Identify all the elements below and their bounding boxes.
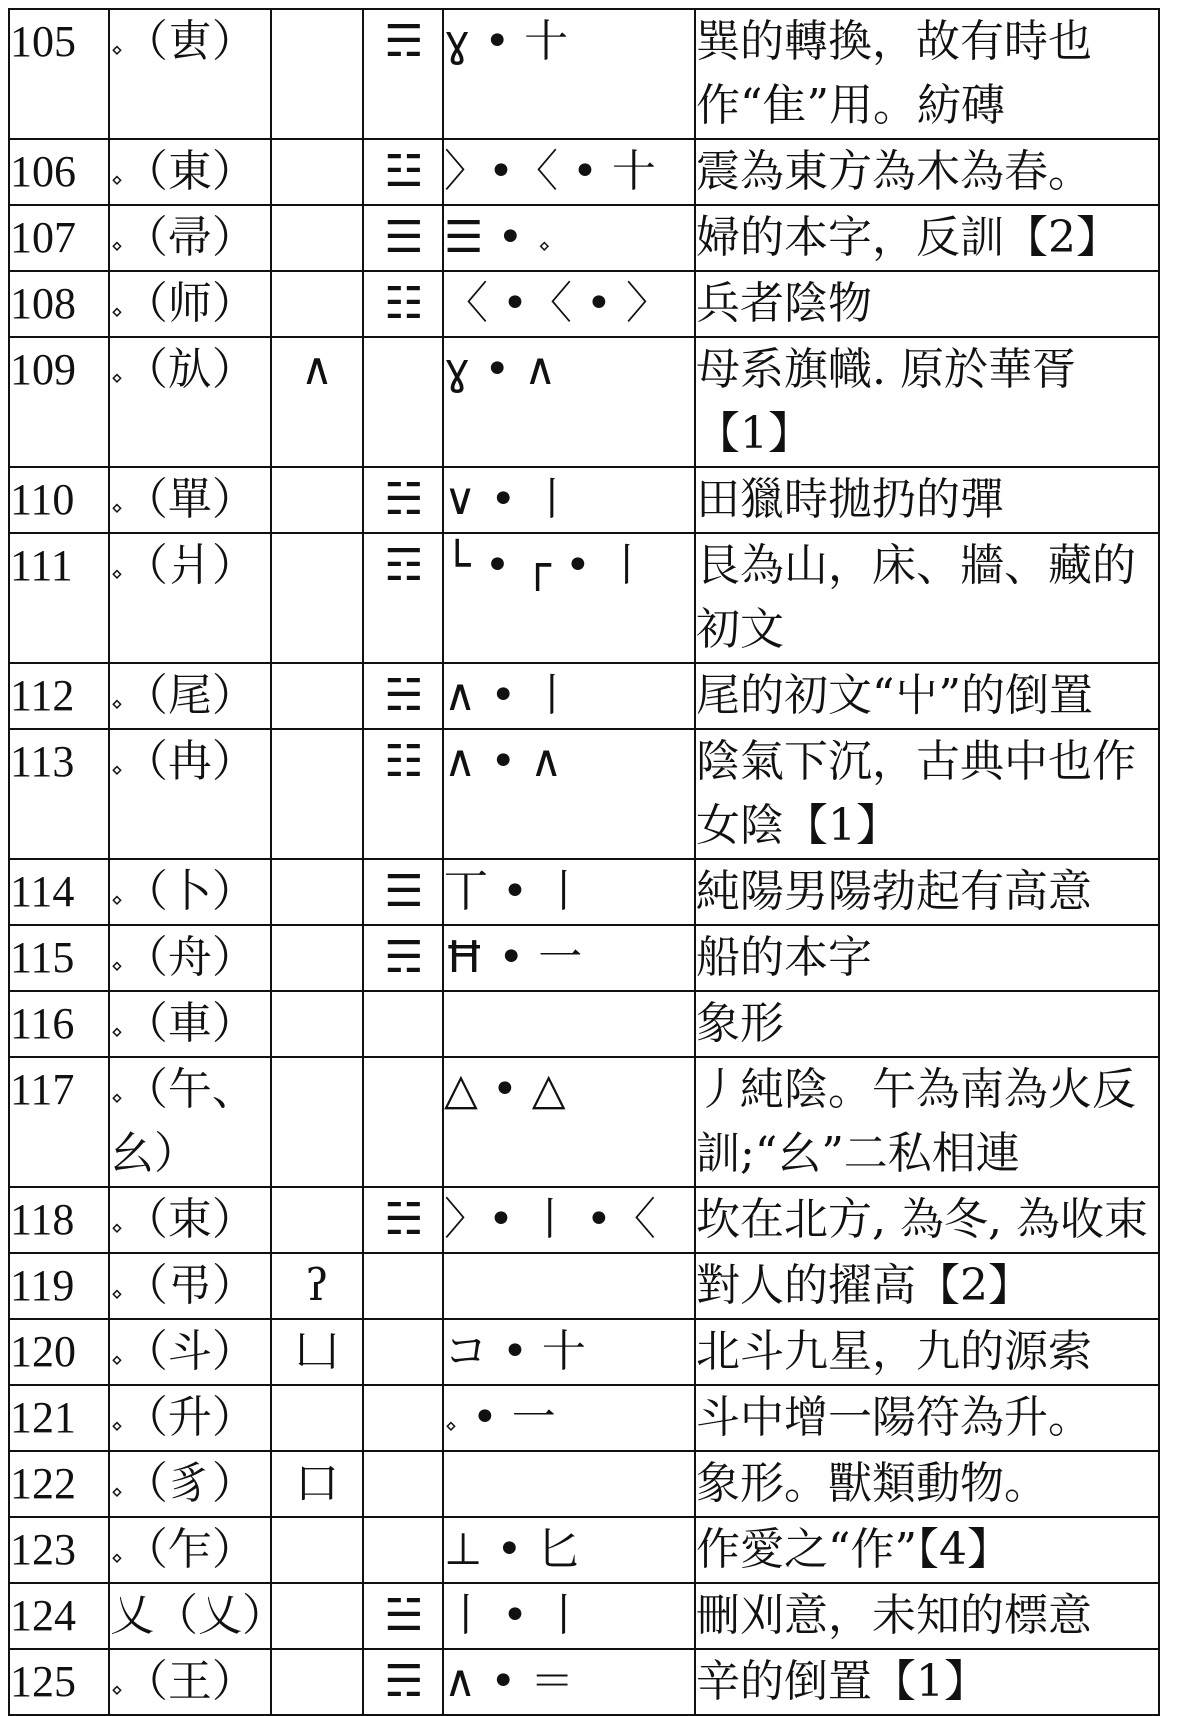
explanation-note: 對人的擢高【2】 bbox=[695, 1253, 1159, 1319]
entry-number: 112 bbox=[9, 663, 109, 729]
component-symbol: 口 bbox=[271, 1451, 363, 1517]
oracle-bone-character-table bbox=[8, 8, 1160, 1716]
stroke-composition: └ • ┌ • 丨 bbox=[443, 533, 695, 663]
oracle-glyph: 𝆹（弔） bbox=[109, 1253, 271, 1319]
explanation-note: 巽的轉換，故有時也作“隹”用。紡磚 bbox=[695, 9, 1159, 139]
component-symbol bbox=[271, 271, 363, 337]
component-symbol bbox=[271, 1649, 363, 1715]
oracle-glyph: 𝆹（冉） bbox=[109, 729, 271, 859]
explanation-note: 作愛之“作”【4】 bbox=[695, 1517, 1159, 1583]
trigram-symbol: ☶ bbox=[363, 533, 443, 663]
table-row bbox=[9, 467, 1159, 533]
trigram-symbol bbox=[363, 1385, 443, 1451]
trigram-symbol: ☵ bbox=[363, 1187, 443, 1253]
explanation-note: 船的本字 bbox=[695, 925, 1159, 991]
entry-number: 120 bbox=[9, 1319, 109, 1385]
trigram-symbol bbox=[363, 1319, 443, 1385]
entry-number: 124 bbox=[9, 1583, 109, 1649]
entry-number: 122 bbox=[9, 1451, 109, 1517]
entry-number: 119 bbox=[9, 1253, 109, 1319]
table-row bbox=[9, 533, 1159, 663]
explanation-note: 丿純陰。午為南為火反訓;“幺”二私相連 bbox=[695, 1057, 1159, 1187]
entry-number: 108 bbox=[9, 271, 109, 337]
stroke-composition: コ • 十 bbox=[443, 1319, 695, 1385]
oracle-glyph: 𝆹（卜） bbox=[109, 859, 271, 925]
entry-number: 115 bbox=[9, 925, 109, 991]
entry-number: 116 bbox=[9, 991, 109, 1057]
explanation-note: 斗中增一陽符為升。 bbox=[695, 1385, 1159, 1451]
component-symbol bbox=[271, 1385, 363, 1451]
entry-number: 109 bbox=[9, 337, 109, 467]
stroke-composition: ɣ • 十 bbox=[443, 9, 695, 139]
stroke-composition: ∧ • 丨 bbox=[443, 663, 695, 729]
table-row bbox=[9, 729, 1159, 859]
table-row bbox=[9, 991, 1159, 1057]
stroke-composition: ∧ • ＝ bbox=[443, 1649, 695, 1715]
trigram-symbol bbox=[363, 991, 443, 1057]
oracle-glyph: 𝆹（舟） bbox=[109, 925, 271, 991]
oracle-glyph: 𝆹（午、幺） bbox=[109, 1057, 271, 1187]
oracle-glyph: 𝆹（斗） bbox=[109, 1319, 271, 1385]
stroke-composition bbox=[443, 991, 695, 1057]
entry-number: 111 bbox=[9, 533, 109, 663]
component-symbol: ʔ bbox=[271, 1253, 363, 1319]
component-symbol bbox=[271, 9, 363, 139]
explanation-note: 純陽男陽勃起有高意 bbox=[695, 859, 1159, 925]
explanation-note: 艮為山，床、牆、藏的初文 bbox=[695, 533, 1159, 663]
trigram-symbol: ☴ bbox=[363, 9, 443, 139]
component-symbol bbox=[271, 205, 363, 271]
table-row bbox=[9, 1187, 1159, 1253]
entry-number: 110 bbox=[9, 467, 109, 533]
stroke-composition: 𝆹 • 一 bbox=[443, 1385, 695, 1451]
component-symbol bbox=[271, 1517, 363, 1583]
entry-number: 113 bbox=[9, 729, 109, 859]
trigram-symbol bbox=[363, 1057, 443, 1187]
component-symbol bbox=[271, 729, 363, 859]
trigram-symbol bbox=[363, 1451, 443, 1517]
stroke-composition: 〈 •〈 • 〉 bbox=[443, 271, 695, 337]
explanation-note: 坎在北方, 為冬, 為收束 bbox=[695, 1187, 1159, 1253]
stroke-composition: 〉• 丨 •〈 bbox=[443, 1187, 695, 1253]
entry-number: 106 bbox=[9, 139, 109, 205]
oracle-glyph: 𝆹（叀） bbox=[109, 9, 271, 139]
stroke-composition: 丅 • 丨 bbox=[443, 859, 695, 925]
component-symbol bbox=[271, 467, 363, 533]
trigram-symbol: ☷ bbox=[363, 271, 443, 337]
explanation-note: 震為東方為木為春。 bbox=[695, 139, 1159, 205]
explanation-note: 陰氣下沉，古典中也作女陰【1】 bbox=[695, 729, 1159, 859]
stroke-composition bbox=[443, 1253, 695, 1319]
component-symbol bbox=[271, 533, 363, 663]
table-row bbox=[9, 139, 1159, 205]
table-row bbox=[9, 271, 1159, 337]
oracle-glyph: 𝆹（乍） bbox=[109, 1517, 271, 1583]
entry-number: 125 bbox=[9, 1649, 109, 1715]
oracle-glyph: 𝆹（帚） bbox=[109, 205, 271, 271]
entry-number: 114 bbox=[9, 859, 109, 925]
oracle-glyph: 𝆹（师） bbox=[109, 271, 271, 337]
component-symbol bbox=[271, 1187, 363, 1253]
stroke-composition: ∧ • ∧ bbox=[443, 729, 695, 859]
table-row bbox=[9, 1385, 1159, 1451]
stroke-composition: ☰ • 𝆹 bbox=[443, 205, 695, 271]
component-symbol: ∧ bbox=[271, 337, 363, 467]
table-row bbox=[9, 925, 1159, 991]
table-row bbox=[9, 859, 1159, 925]
oracle-glyph: 𝆹（豸） bbox=[109, 1451, 271, 1517]
table-row bbox=[9, 205, 1159, 271]
oracle-glyph: 𝆹（束） bbox=[109, 1187, 271, 1253]
component-symbol bbox=[271, 1057, 363, 1187]
entry-number: 105 bbox=[9, 9, 109, 139]
explanation-note: 北斗九星，九的源索 bbox=[695, 1319, 1159, 1385]
explanation-note: 婦的本字，反訓【2】 bbox=[695, 205, 1159, 271]
trigram-symbol bbox=[363, 1253, 443, 1319]
table-row bbox=[9, 9, 1159, 139]
trigram-symbol: ☷ bbox=[363, 729, 443, 859]
table-row bbox=[9, 1517, 1159, 1583]
table-body bbox=[9, 9, 1159, 1715]
stroke-composition: △ • △ bbox=[443, 1057, 695, 1187]
stroke-composition: 〉•〈 • 十 bbox=[443, 139, 695, 205]
table-row bbox=[9, 337, 1159, 467]
oracle-glyph: 𝆹（㫃） bbox=[109, 337, 271, 467]
table-row bbox=[9, 663, 1159, 729]
explanation-note: 母系旗幟. 原於華胥【1】 bbox=[695, 337, 1159, 467]
explanation-note: 辛的倒置【1】 bbox=[695, 1649, 1159, 1715]
trigram-symbol bbox=[363, 1517, 443, 1583]
oracle-glyph: 𝆹（王） bbox=[109, 1649, 271, 1715]
oracle-glyph: 乂（乂） bbox=[109, 1583, 271, 1649]
trigram-symbol: ☴ bbox=[363, 1649, 443, 1715]
trigram-symbol: ☳ bbox=[363, 139, 443, 205]
component-symbol bbox=[271, 139, 363, 205]
component-symbol bbox=[271, 991, 363, 1057]
explanation-note: 刪刈意，未知的標意 bbox=[695, 1583, 1159, 1649]
oracle-glyph: 𝆹（升） bbox=[109, 1385, 271, 1451]
trigram-symbol: ☰ bbox=[363, 859, 443, 925]
explanation-note: 尾的初文“屮”的倒置 bbox=[695, 663, 1159, 729]
explanation-note: 田獵時拋扔的彈 bbox=[695, 467, 1159, 533]
table-row bbox=[9, 1451, 1159, 1517]
component-symbol: 凵 bbox=[271, 1319, 363, 1385]
stroke-composition bbox=[443, 1451, 695, 1517]
component-symbol bbox=[271, 925, 363, 991]
explanation-note: 象形 bbox=[695, 991, 1159, 1057]
entry-number: 107 bbox=[9, 205, 109, 271]
stroke-composition: Ħ • 一 bbox=[443, 925, 695, 991]
stroke-composition: ∨ • 丨 bbox=[443, 467, 695, 533]
trigram-symbol: ☴ bbox=[363, 925, 443, 991]
stroke-composition: 丨 • 丨 bbox=[443, 1583, 695, 1649]
table-row bbox=[9, 1253, 1159, 1319]
oracle-glyph: 𝆹（車） bbox=[109, 991, 271, 1057]
oracle-glyph: 𝆹（尾） bbox=[109, 663, 271, 729]
table-row bbox=[9, 1649, 1159, 1715]
trigram-symbol: ☱ bbox=[363, 1583, 443, 1649]
trigram-symbol: ☰ bbox=[363, 205, 443, 271]
trigram-symbol bbox=[363, 337, 443, 467]
table-row bbox=[9, 1583, 1159, 1649]
explanation-note: 象形。獸類動物。 bbox=[695, 1451, 1159, 1517]
entry-number: 121 bbox=[9, 1385, 109, 1451]
component-symbol bbox=[271, 663, 363, 729]
trigram-symbol: ☵ bbox=[363, 663, 443, 729]
table-row bbox=[9, 1319, 1159, 1385]
table-row bbox=[9, 1057, 1159, 1187]
stroke-composition: ⊥ • 匕 bbox=[443, 1517, 695, 1583]
oracle-glyph: 𝆹（爿） bbox=[109, 533, 271, 663]
oracle-glyph: 𝆹（東） bbox=[109, 139, 271, 205]
entry-number: 117 bbox=[9, 1057, 109, 1187]
component-symbol bbox=[271, 859, 363, 925]
stroke-composition: ɣ • ∧ bbox=[443, 337, 695, 467]
explanation-note: 兵者陰物 bbox=[695, 271, 1159, 337]
oracle-glyph: 𝆹（單） bbox=[109, 467, 271, 533]
trigram-symbol: ☵ bbox=[363, 467, 443, 533]
entry-number: 118 bbox=[9, 1187, 109, 1253]
entry-number: 123 bbox=[9, 1517, 109, 1583]
